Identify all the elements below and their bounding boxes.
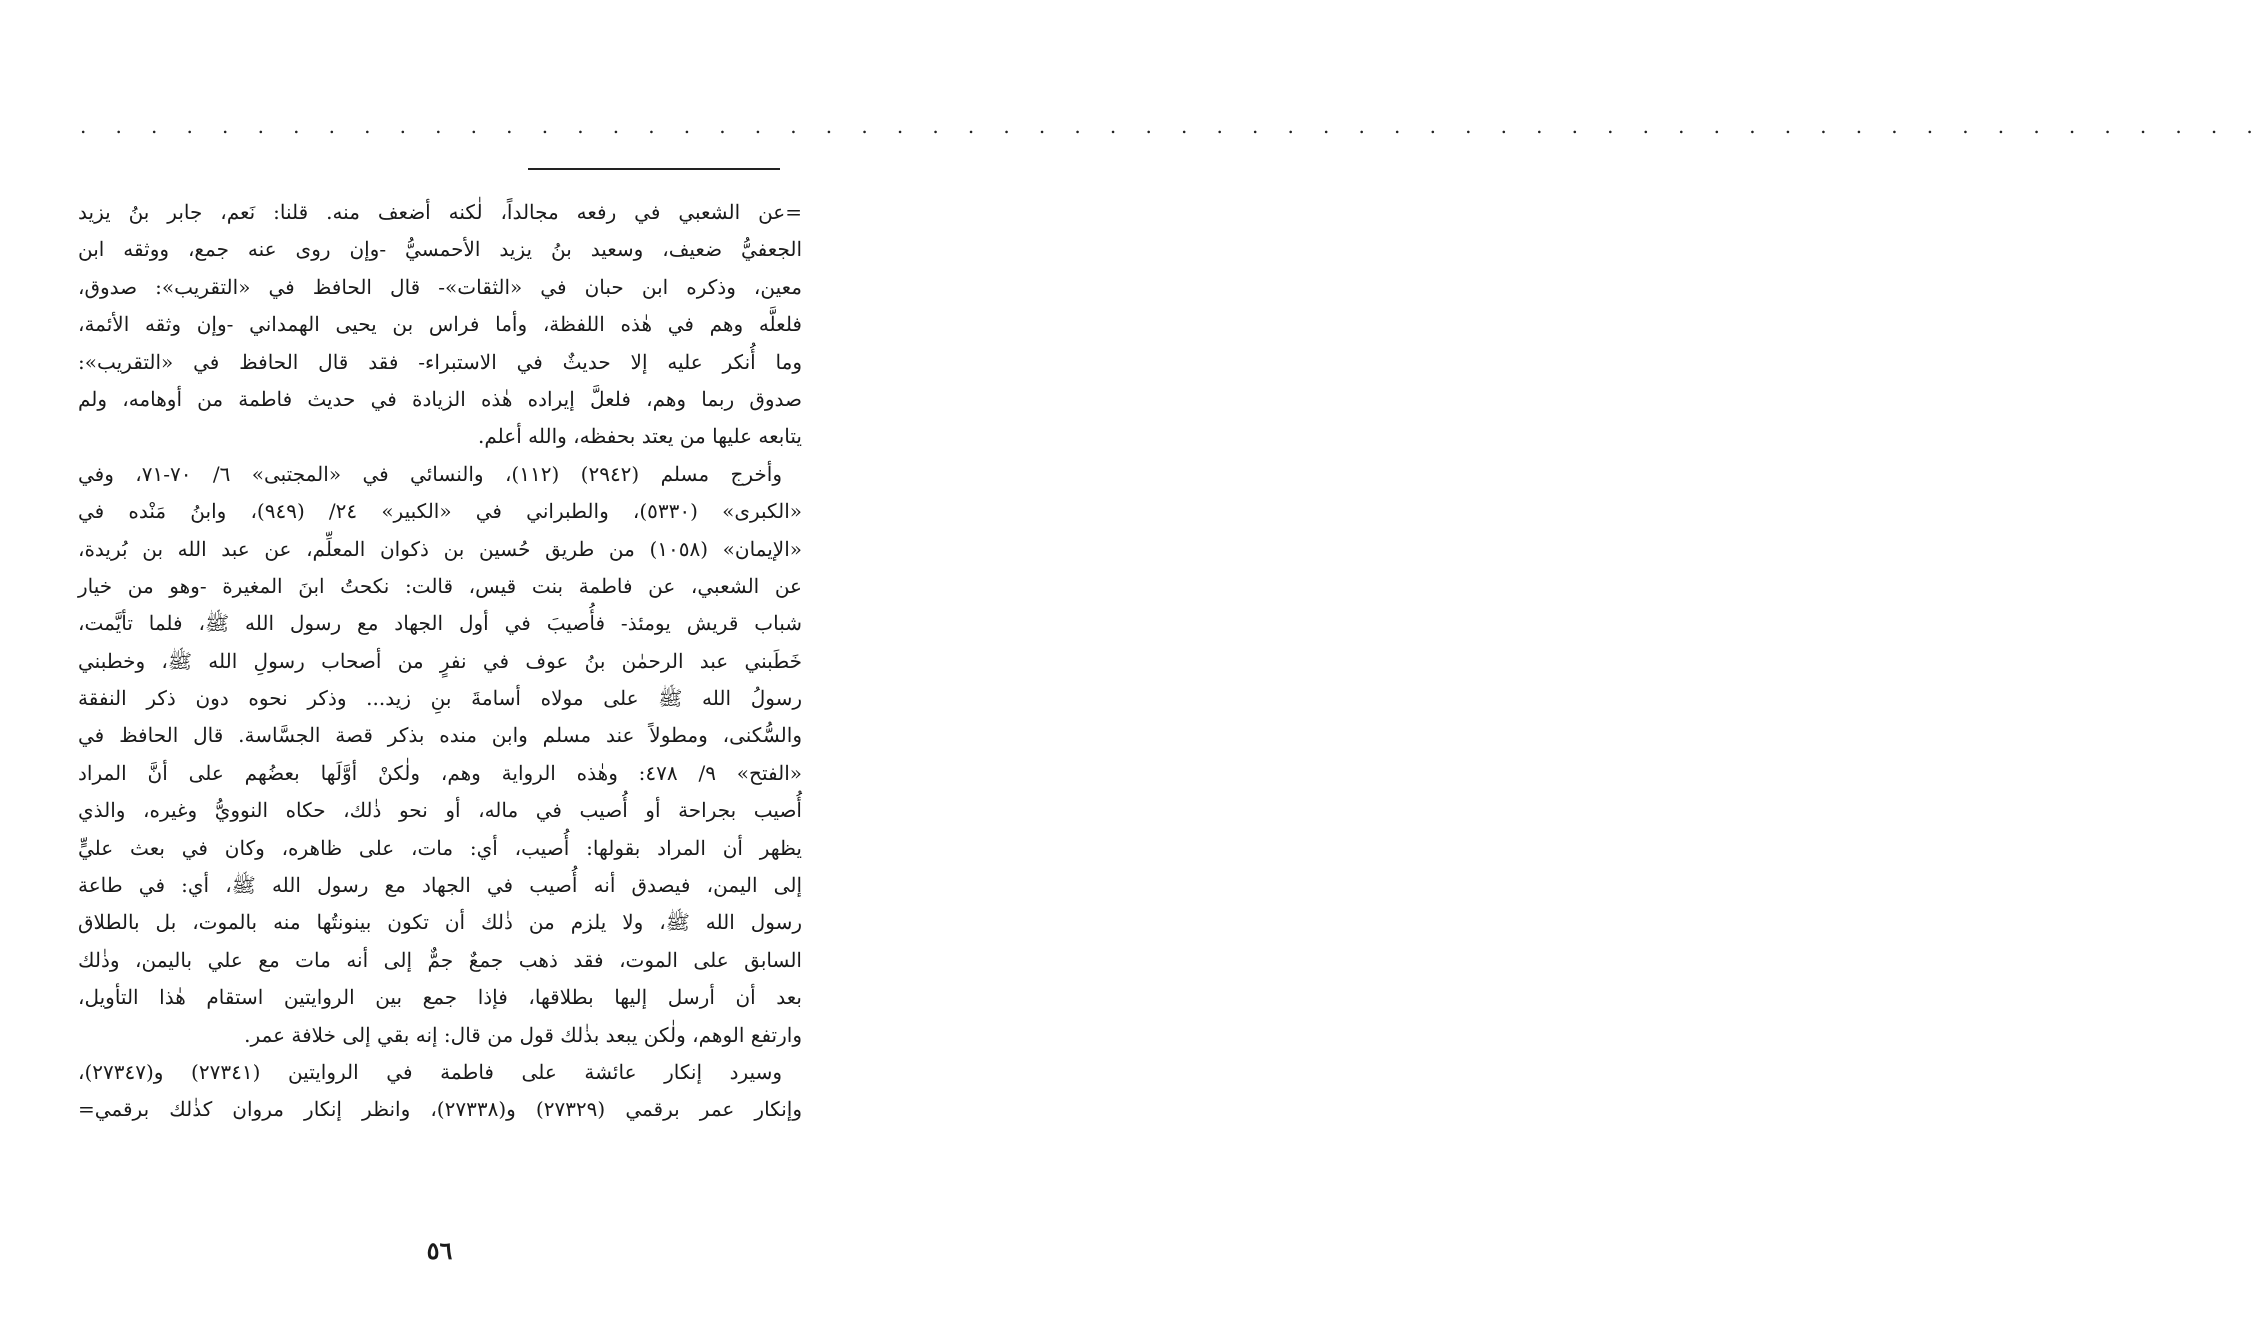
footnote-rule — [528, 168, 780, 170]
text-line: «الكبرى» (٥٣٣٠)، والطبراني في «الكبير» ٢٤/ (٩٤٩)، وابنُ مَنْده في — [78, 499, 802, 524]
text-line: وإنكار عمر برقمي (٢٧٣٢٩) و(٢٧٣٣٨)، وانظر إنكار مروان كذٰلك برقمي= — [78, 1097, 802, 1122]
text-line: وما أُنكر عليه إلا حديثٌ في الاستبراء- فقد قال الحافظ في «التقريب»: — [78, 349, 802, 374]
text-line: صدوق ربما وهم، فلعلَّ إيراده هٰذه الزيادة في حديث فاطمة من أوهامه، ولم — [78, 386, 802, 411]
text-line: وارتفع الوهم، ولٰكن يبعد بذٰلك قول من قال: إنه بقي إلى خلافة عمر. — [244, 1022, 802, 1047]
text-line: بعد أن أرسل إليها بطلاقها، فإذا جمع بين الروايتين استقام هٰذا التأويل، — [78, 985, 802, 1010]
text-line: فلعلَّه وهم في هٰذه اللفظة، وأما فراس بن يحيى الهمداني -وإن وثقه الأئمة، — [78, 312, 802, 337]
text-line: وأخرج مسلم (٢٩٤٢) (١١٢)، والنسائي في «المجتبى» ٦/ ٧٠-٧١، وفي — [78, 461, 782, 486]
footnote-text — [78, 194, 802, 1129]
text-line: =عن الشعبي في رفعه مجالداً، لٰكنه أضعف منه. قلنا: نَعم، جابر بنُ يزيد — [78, 200, 802, 224]
text-line: يتابعه عليها من يعتد بحفظه، والله أعلم. — [478, 424, 802, 449]
text-line: أُصيب بجراحة أو أُصيب في ماله، أو نحو ذٰلك، حكاه النوويُّ وغيره، والذي — [78, 798, 802, 823]
text-line: شباب قريش يومئذ- فأُصيبَ في أول الجهاد مع رسول الله ﷺ، فلما تأيَّمت، — [78, 611, 802, 636]
page-number: ٥٦ — [426, 1236, 453, 1265]
text-line: يظهر أن المراد بقولها: أُصيب، أي: مات، على ظاهره، وكان في بعث عليٍّ — [78, 835, 802, 860]
text-line: «الإيمان» (١٠٥٨) من طريق حُسين بن ذكوان المعلِّم، عن عبد الله بن بُريدة، — [78, 536, 803, 561]
text-line: معين، وذكره ابن حبان في «الثقات»- قال الحافظ في «التقريب»: صدوق، — [78, 274, 802, 299]
text-line: إلى اليمن، فيصدق أنه أُصيب في الجهاد مع رسول الله ﷺ، أي: في طاعة — [78, 873, 802, 898]
text-line: السابق على الموت، فقد ذهب جمعٌ جمٌّ إلى أنه مات مع علي باليمن، وذٰلك — [78, 947, 802, 972]
text-line: «الفتح» ٩/ ٤٧٨: وهٰذه الرواية وهم، ولٰكنْ أوَّلَها بعضُهم على أنَّ المراد — [78, 760, 802, 785]
text-line: خَطَبني عبد الرحمٰن بنُ عوف في نفرٍ من أصحاب رسولِ الله ﷺ، وخطبني — [78, 648, 802, 673]
footnote-separator-dots: . . . . . . . . . . . . . . . . . . . . . . . . . . . . . . . . . . . . . . . . . . . . . . . . . . . . . . . . . . . . . . — [80, 114, 2264, 138]
text-line: عن الشعبي، عن فاطمة بنت قيس، قالت: نكحتُ ابنَ المغيرة -وهو من خيار — [78, 573, 802, 598]
text-line: وسيرد إنكار عائشة على فاطمة في الروايتين (٢٧٣٤١) و(٢٧٣٤٧)، — [78, 1059, 782, 1084]
text-line: والسُّكنى، ومطولاً عند مسلم وابن منده بذكر قصة الجسَّاسة. قال الحافظ في — [78, 723, 802, 748]
text-line: رسولُ الله ﷺ على مولاه أسامةَ بنِ زيد... وذكر نحوه دون ذكر النفقة — [78, 686, 802, 711]
text-line: رسول الله ﷺ، ولا يلزم من ذٰلك أن تكون بينونتُها منه بالموت، بل بالطلاق — [78, 910, 802, 935]
text-line: الجعفيُّ ضعيف، وسعيد بنُ يزيد الأحمسيُّ -وإن روى عنه جمع، ووثقه ابن — [78, 237, 802, 262]
